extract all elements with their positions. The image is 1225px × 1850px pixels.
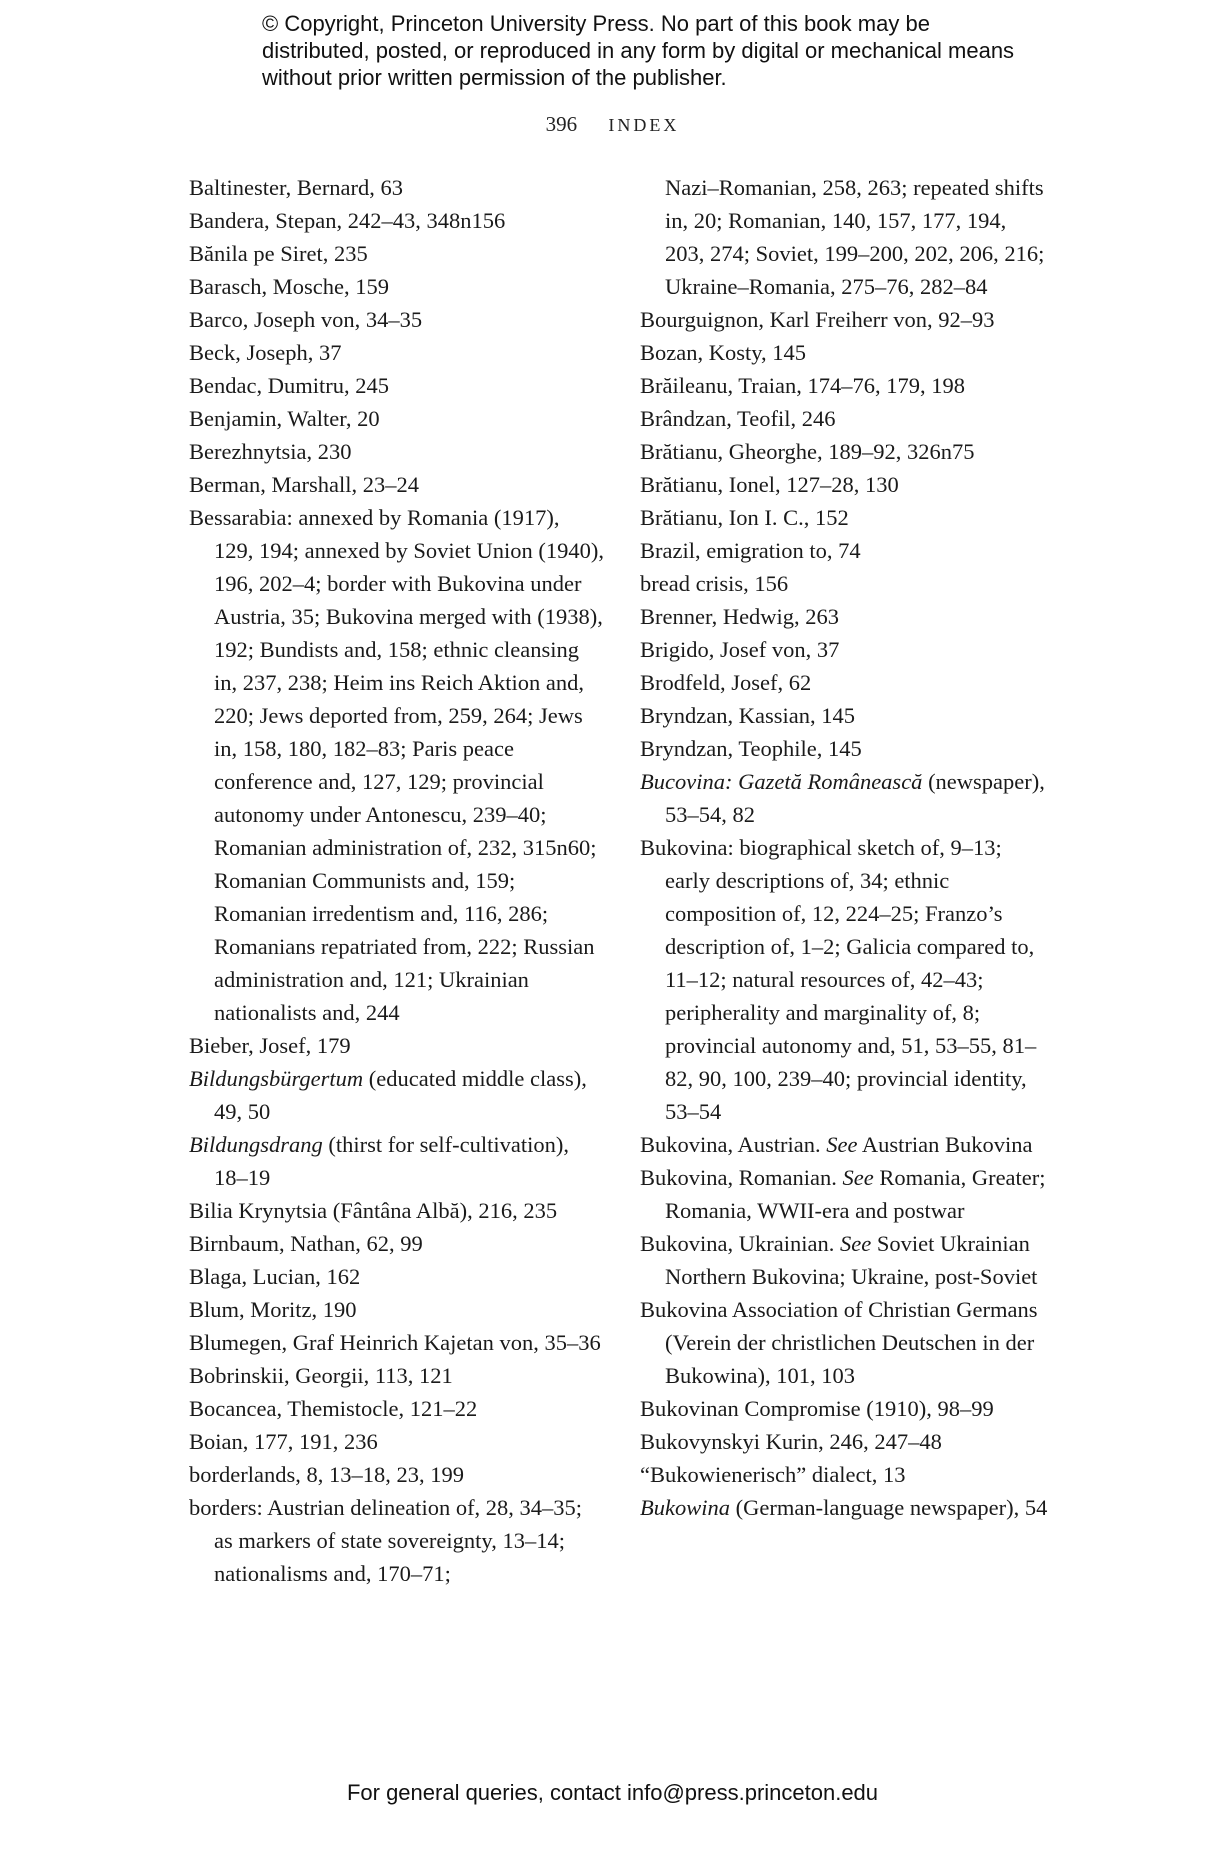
index-entry [640, 336, 1050, 369]
index-entry [640, 765, 1050, 831]
index-entry-text: Blaga, Lucian, 162 [189, 1264, 361, 1289]
index-entry [189, 1062, 604, 1128]
index-entry [189, 402, 604, 435]
index-entry [189, 303, 604, 336]
index-entry [640, 303, 1050, 336]
index-entry-text: Bourguignon, Karl Freiherr von, 92–93 [640, 307, 995, 332]
index-entry-see-reference: See [826, 1132, 858, 1157]
index-entry-text: Baltinester, Bernard, 63 [189, 175, 404, 200]
index-entry-text: Nazi–Romanian, 258, 263; repeated shifts in, 20; Romanian, 140, 157, 177, 194, 203, 274; Soviet, 199–200, 202, 206, 216; Ukraine–Romania, 275–76, 282–84 [665, 175, 1045, 299]
index-entry-text: Blum, Moritz, 190 [189, 1297, 357, 1322]
index-entry [189, 1359, 604, 1392]
index-entry-text: Berman, Marshall, 23–24 [189, 472, 419, 497]
index-entry-text: Bilia Krynytsia (Fântâna Albă), 216, 235 [189, 1198, 558, 1223]
index-entry-see-reference: See [842, 1165, 874, 1190]
index-entry-text: “Bukowienerisch” dialect, 13 [640, 1462, 906, 1487]
index-entry [189, 468, 604, 501]
index-entry-text: (German-language newspaper), 54 [730, 1495, 1048, 1520]
index-entry-text: Bieber, Josef, 179 [189, 1033, 351, 1058]
index-entry [189, 171, 604, 204]
index-entry-text: Birnbaum, Nathan, 62, 99 [189, 1231, 423, 1256]
index-entry-text: (newspaper), 53–54, 82 [665, 769, 1045, 827]
index-entry-italic-title: Bucovina: Gazetă Românească [640, 769, 923, 794]
index-entry-text: Brătianu, Ionel, 127–28, 130 [640, 472, 899, 497]
index-entry-text: Bocancea, Themistocle, 121–22 [189, 1396, 478, 1421]
index-entry [189, 1029, 604, 1062]
index-entry-italic-title: Bildungsdrang [189, 1132, 323, 1157]
copyright-notice: © Copyright, Princeton University Press. No part of this book may be distributed, posted, or reproduced in any form by digital or mechanical means without prior written permission of the publisher. [262, 11, 1015, 90]
index-entry [189, 369, 604, 402]
index-entry-text: (thirst for self-cultivation), 18–19 [214, 1132, 569, 1190]
index-entry [189, 204, 604, 237]
index-entry-text: bread crisis, 156 [640, 571, 789, 596]
index-entry [189, 1326, 604, 1359]
index-entry-italic-title: Bildungsbürgertum [189, 1066, 364, 1091]
index-entry [640, 369, 1050, 402]
index-entry-text: Bukovinan Compromise (1910), 98–99 [640, 1396, 994, 1421]
index-entry [640, 1491, 1050, 1524]
index-entry [189, 1293, 604, 1326]
index-entry-text: Bandera, Stepan, 242–43, 348n156 [189, 208, 506, 233]
index-entry-italic-title: Bukowina [640, 1495, 730, 1520]
index-entry [189, 1458, 604, 1491]
index-entry-text: Bobrinskii, Georgii, 113, 121 [189, 1363, 453, 1388]
index-entry [640, 1128, 1050, 1161]
index-entry [189, 237, 604, 270]
index-entry [640, 171, 1050, 303]
index-entry-text: Barco, Joseph von, 34–35 [189, 307, 423, 332]
index-entry [640, 435, 1050, 468]
index-entry [189, 1392, 604, 1425]
index-entry-text: (educated middle class), 49, 50 [214, 1066, 587, 1124]
index-entry [189, 270, 604, 303]
index-entry [640, 501, 1050, 534]
index-entry-text: Brătianu, Gheorghe, 189–92, 326n75 [640, 439, 975, 464]
index-entry-text: Boian, 177, 191, 236 [189, 1429, 378, 1454]
section-title: INDEX [608, 115, 680, 135]
index-entry [189, 501, 604, 1029]
index-entry-text: Brenner, Hedwig, 263 [640, 604, 840, 629]
index-entry-text: Bozan, Kosty, 145 [640, 340, 807, 365]
index-entry [640, 468, 1050, 501]
index-entry-see-reference: See [839, 1231, 872, 1256]
index-entry-text: borderlands, 8, 13–18, 23, 199 [189, 1462, 464, 1487]
index-entry-text: Bryndzan, Kassian, 145 [640, 703, 855, 728]
index-entry-text: Barasch, Mosche, 159 [189, 274, 389, 299]
index-entry [640, 699, 1050, 732]
index-entry-see-target: Austrian Bukovina [857, 1132, 1033, 1157]
index-entry [189, 435, 604, 468]
index-entry-text: Bukovina: biographical sketch of, 9–13; early descriptions of, 34; ethnic composition of, 12, 224–25; Franzo’s description of, 1–2; Galicia compared to, 11–12; natural resources of, 42–43; peripherality and marginality of, 8; provincial autonomy and, 51, 53–55, 81–82, 90, 100, 239–40; provincial identity, 53–54 [640, 835, 1037, 1124]
index-entry-text: Brăileanu, Traian, 174–76, 179, 198 [640, 373, 965, 398]
index-entry-text: Bendac, Dumitru, 245 [189, 373, 389, 398]
index-entry [640, 732, 1050, 765]
index-entry [189, 336, 604, 369]
index-entry [640, 567, 1050, 600]
index-entry [640, 1425, 1050, 1458]
index-entry [189, 1128, 604, 1194]
index-column-right [640, 171, 1050, 1524]
footer-contact: For general queries, contact info@press.princeton.edu [346, 1780, 879, 1805]
index-entry-text: Bukovina Association of Christian Germans (Verein der christlichen Deutschen in der Bukowina), 101, 103 [640, 1297, 1038, 1388]
index-entry [640, 1227, 1050, 1293]
index-entry [640, 1458, 1050, 1491]
index-entry [640, 600, 1050, 633]
index-entry-text: Brigido, Josef von, 37 [640, 637, 840, 662]
index-entry-text: Bukovina, Ukrainian. [640, 1231, 840, 1256]
index-entry [640, 1392, 1050, 1425]
index-entry-text: Bryndzan, Teophile, 145 [640, 736, 862, 761]
index-entry [189, 1260, 604, 1293]
page-number: 396 [545, 112, 578, 136]
index-entry-text: Berezhnytsia, 230 [189, 439, 352, 464]
index-entry [640, 831, 1050, 1128]
index-entry-text: Brazil, emigration to, 74 [640, 538, 861, 563]
index-entry-text: Bessarabia: annexed by Romania (1917), 129, 194; annexed by Soviet Union (1940), 196, 202–4; border with Bukovina under Austria, 35; Bukovina merged with (1938), 192; Bundists and, 158; ethnic cleansing in, 237, 238; Heim ins Reich Aktion and, 220; Jews deported from, 259, 264; Jews in, 158, 180, 182–83; Paris peace conference and, 127, 129; provincial autonomy under Antonescu, 239–40; Romanian administration of, 232, 315n60; Romanian Communists and, 159; Romanian irredentism and, 116, 286; Romanians repatriated from, 222; Russian administration and, 121; Ukrainian nationalists and, 244 [189, 505, 604, 1025]
index-entry-text: Bukovina, Romanian. [640, 1165, 843, 1190]
index-entry [189, 1425, 604, 1458]
index-entry-see-target: Romania, Greater; Romania, WWII-era and postwar [665, 1165, 1046, 1223]
index-entry-text: Beck, Joseph, 37 [189, 340, 342, 365]
index-entry-text: borders: Austrian delineation of, 28, 34–35; as markers of state sovereignty, 13–14; nationalisms and, 170–71; [189, 1495, 583, 1586]
index-entry-text: Benjamin, Walter, 20 [189, 406, 380, 431]
index-entry-text: Bănila pe Siret, 235 [189, 241, 368, 266]
index-entry-text: Brândzan, Teofil, 246 [640, 406, 836, 431]
index-entry [640, 402, 1050, 435]
index-entry-text: Bukovynskyi Kurin, 246, 247–48 [640, 1429, 942, 1454]
index-entry [189, 1194, 604, 1227]
index-entry-text: Bukovina, Austrian. [640, 1132, 827, 1157]
index-entry-text: Blumegen, Graf Heinrich Kajetan von, 35–36 [189, 1330, 601, 1355]
index-entry [640, 534, 1050, 567]
running-head [0, 112, 1225, 137]
index-column-left [189, 171, 604, 1590]
index-entry-text: Brătianu, Ion I. C., 152 [640, 505, 849, 530]
index-entry [640, 1161, 1050, 1227]
index-entry-see-target: Soviet Ukrainian Northern Bukovina; Ukraine, post-Soviet [665, 1231, 1038, 1289]
index-entry-text: Brodfeld, Josef, 62 [640, 670, 812, 695]
index-entry [640, 633, 1050, 666]
index-entry [640, 1293, 1050, 1392]
index-entry [640, 666, 1050, 699]
index-entry [189, 1491, 604, 1590]
index-entry [189, 1227, 604, 1260]
